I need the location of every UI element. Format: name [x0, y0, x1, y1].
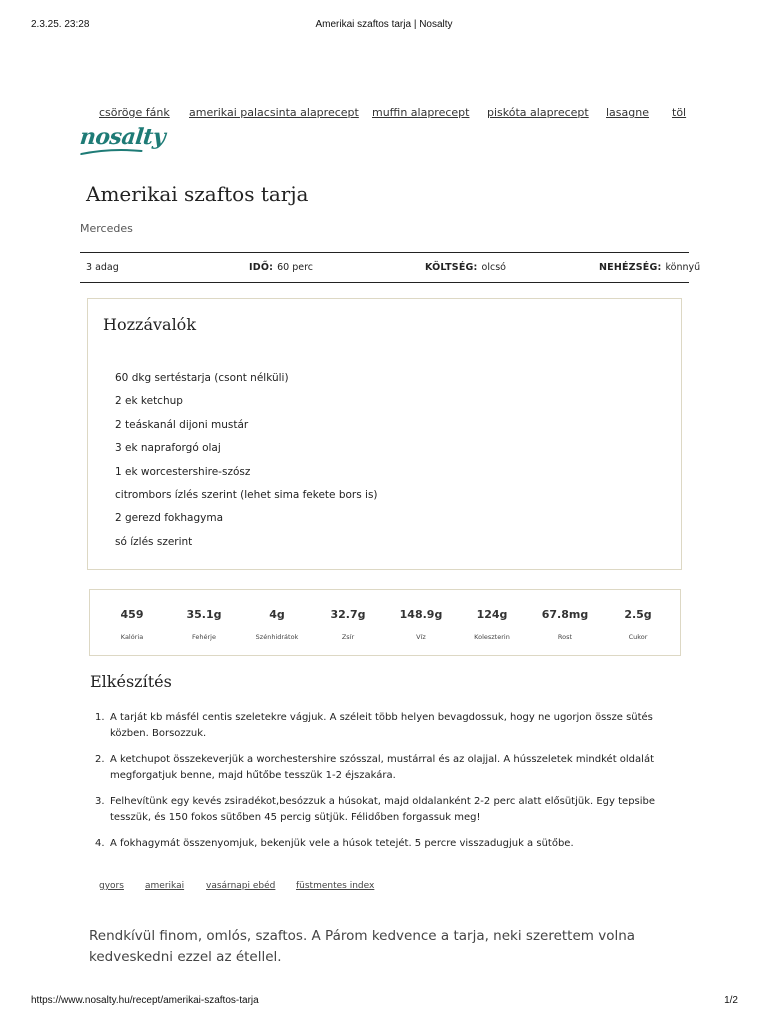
cost-value: olcsó — [481, 262, 506, 273]
print-footer-url: https://www.nosalty.hu/recept/amerikai-szaftos-tarja — [31, 995, 259, 1006]
nav-link-piskota[interactable]: piskóta alaprecept — [487, 106, 589, 119]
nutrition-value: 67.8mg — [541, 608, 589, 621]
nutrition-label: Koleszterin — [474, 633, 510, 641]
preparation-title: Elkészítés — [90, 672, 172, 691]
cost-info — [425, 262, 506, 273]
nutrition-label: Rost — [557, 633, 573, 641]
time-info — [249, 262, 313, 273]
ingredient-item: 3 ek napraforgó olaj — [115, 442, 221, 455]
nav-link-lasagne[interactable]: lasagne — [606, 106, 649, 119]
ingredient-item: 2 gerezd fokhagyma — [115, 512, 224, 525]
ingredient-item: citrombors ízlés szerint (lehet sima fekete bors is) — [115, 489, 378, 502]
nav-link-amerikai-palacsinta[interactable]: amerikai palacsinta alaprecept — [189, 106, 359, 119]
tag-link-amerikai[interactable]: amerikai — [145, 881, 185, 891]
nutrition-item-feherje — [164, 608, 244, 641]
step-text: A ketchupot összekeverjük a worchestershire szósszal, mustárral és az olajjal. A hússzeletek mindkét oldalát megforgatjuk benne, majd hűtőbe tesszük 1-2 éjszakára. — [110, 754, 654, 781]
nutrition-value: 459 — [120, 608, 144, 621]
ingredients-title: Hozzávalók — [103, 315, 197, 334]
difficulty-label: NEHÉZSÉG: — [599, 262, 662, 273]
nutrition-label: Szénhidrátok — [255, 633, 299, 641]
cost-label: KÖLTSÉG: — [425, 262, 478, 273]
print-page-title: Amerikai szaftos tarja | Nosalty — [315, 19, 453, 30]
nutrition-item-viz — [381, 608, 461, 641]
nutrition-item-rost — [525, 608, 605, 641]
recipe-title: Amerikai szaftos tarja — [86, 182, 309, 206]
nutrition-item-cukor — [598, 608, 678, 641]
tag-link-vasarnapi-ebed[interactable]: vasárnapi ebéd — [206, 881, 276, 891]
preparation-steps — [90, 710, 690, 863]
time-value: 60 perc — [277, 262, 314, 273]
recipe-meta-bar — [80, 252, 701, 283]
ingredient-item: 2 ek ketchup — [115, 395, 183, 408]
logo-text: nosalty — [78, 124, 167, 150]
ingredient-item: 1 ek worcestershire-szósz — [115, 465, 251, 478]
tag-link-fustmentes-index[interactable]: füstmentes index — [296, 881, 375, 891]
nutrition-item-koleszterin — [452, 608, 532, 641]
nutrition-label: Cukor — [628, 633, 648, 641]
nutrition-value: 35.1g — [186, 608, 222, 621]
nutrition-label: Fehérje — [192, 633, 216, 641]
nutrition-item-szenhidratok — [237, 608, 317, 641]
step-text: A fokhagymát összenyomjuk, bekenjük vele a húsok tetejét. 5 percre visszadugjuk a sütőbe. — [110, 838, 574, 849]
recipe-author[interactable]: Mercedes — [80, 222, 133, 235]
nutrition-box — [89, 589, 681, 656]
print-footer-page: 1/2 — [724, 995, 738, 1006]
nav-link-muffin[interactable]: muffin alaprecept — [372, 106, 470, 119]
tag-link-gyors[interactable]: gyors — [99, 881, 124, 891]
ingredient-item: 60 dkg sertéstarja (csont nélküli) — [115, 372, 289, 384]
nav-link-tol[interactable]: töl — [672, 106, 687, 119]
step-item: 2. A ketchupot összekeverjük a worchestershire szósszal, mustárral és az olajjal. A hússzeletek mindkét oldalát megforgatjuk benne, majd hűtőbe tesszük 1-2 éjszakára. — [95, 754, 654, 781]
nutrition-value: 124g — [476, 608, 508, 621]
print-datetime: 2.3.25. 23:28 — [31, 19, 90, 30]
nutrition-item-kaloria — [92, 608, 172, 641]
recipe-description: Rendkívül finom, omlós, szaftos. A Párom kedvence a tarja, neki szerettem volna kedveskedni ezzel az étellel. — [89, 928, 636, 965]
step-text: A tarját kb másfél centis szeletekre vágjuk. A széleit több helyen bevagdossuk, hogy ne ugorjon össze sütés közben. Borsozzuk. — [110, 712, 653, 739]
nutrition-value: 32.7g — [330, 608, 366, 621]
nosalty-logo[interactable] — [79, 124, 167, 150]
step-item: 1. A tarját kb másfél centis szeletekre vágjuk. A széleit több helyen bevagdossuk, hogy ne ugorjon össze sütés közben. Borsozzuk. — [95, 712, 653, 739]
logo-swoosh-icon — [80, 148, 143, 156]
nutrition-value: 148.9g — [399, 608, 443, 621]
nutrition-item-zsir — [308, 608, 388, 641]
servings: 3 adag — [86, 262, 119, 273]
ingredients-box — [87, 298, 682, 570]
nutrition-value: 4g — [269, 608, 285, 621]
nutrition-label: Kalória — [120, 633, 144, 641]
difficulty-value: könnyű — [665, 262, 701, 273]
step-item: 3. Felhevítünk egy kevés zsiradékot,besózzuk a húsokat, majd oldalanként 2-2 perc alatt elősütjük. Egy tepsibe tesszük, és 150 fokos sütőben 45 percig sütjük. Félidőben forgassuk meg! — [95, 796, 656, 823]
step-text: Felhevítünk egy kevés zsiradékot,besózzuk a húsokat, majd oldalanként 2-2 perc alatt elősütjük. Egy tepsibe tesszük, és 150 fokos sütőben 45 percig sütjük. Félidőben forgassuk meg! — [110, 796, 656, 823]
ingredient-item: 2 teáskanál dijoni mustár — [115, 418, 249, 431]
nutrition-label: Zsír — [341, 633, 355, 641]
nutrition-value: 2.5g — [624, 608, 652, 621]
step-item: 4. A fokhagymát összenyomjuk, bekenjük vele a húsok tetejét. 5 percre visszadugjuk a sütőbe. — [95, 838, 574, 849]
ingredients-list — [115, 367, 378, 554]
nav-link-csoroge-fank[interactable]: csöröge fánk — [99, 106, 170, 119]
difficulty-info — [599, 262, 700, 273]
ingredient-item: só ízlés szerint — [115, 535, 193, 548]
time-label: IDŐ: — [249, 262, 274, 273]
nutrition-label: Víz — [416, 633, 426, 641]
